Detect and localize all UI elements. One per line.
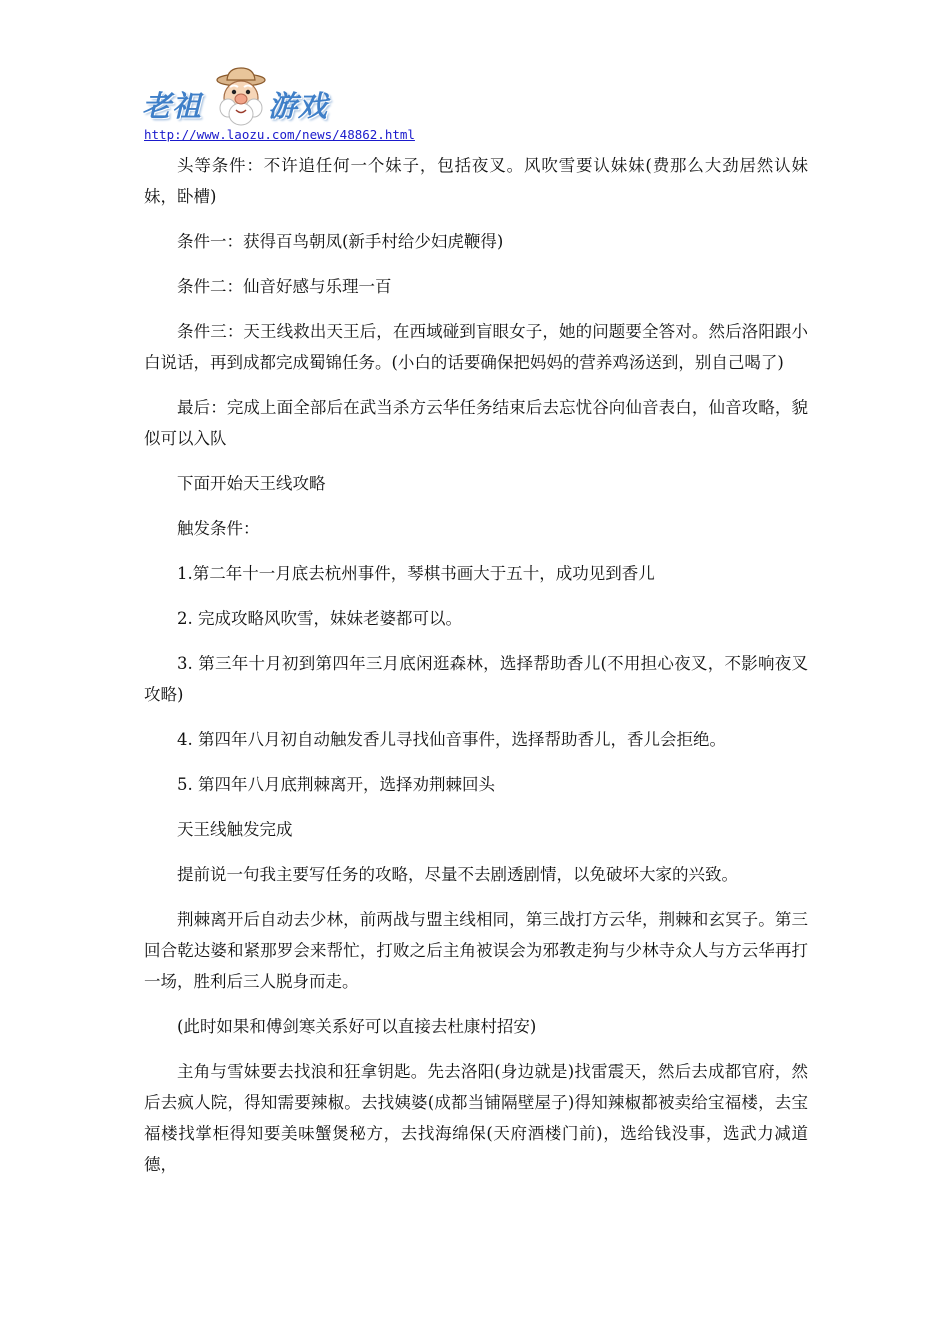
site-logo[interactable] (140, 66, 350, 128)
page-header (140, 66, 440, 148)
paragraph: 天王线触发完成 (177, 820, 293, 839)
paragraph: 头等条件：不许追任何一个妹子，包括夜叉。风吹雪要认妹妹(费那么大劲居然认妹妹，卧槽) (144, 156, 808, 206)
paragraph: 1.第二年十一月底去杭州事件，琴棋书画大于五十，成功见到香儿 (177, 564, 655, 583)
paragraph: 3. 第三年十月初到第四年三月底闲逛森林，选择帮助香儿(不用担心夜叉，不影响夜叉攻略) (144, 654, 808, 704)
paragraph: 荆棘离开后自动去少林，前两战与盟主线相同，第三战打方云华，荆棘和玄冥子。第三回合乾达婆和紧那罗会来帮忙，打败之后主角被误会为邪教走狗与少林寺众人与方云华再打一场，胜利后三人脱身而走。 (144, 910, 808, 991)
paragraph: 5. 第四年八月底荆棘离开，选择劝荆棘回头 (177, 775, 495, 794)
source-url-link[interactable]: http://www.laozu.com/news/48862.html (144, 127, 415, 142)
paragraph: 下面开始天王线攻略 (177, 474, 326, 493)
logo-text-right: 游戏 (268, 89, 329, 123)
paragraph: 触发条件： (177, 519, 260, 538)
paragraph: 4. 第四年八月初自动触发香儿寻找仙音事件，选择帮助香儿，香儿会拒绝。 (177, 730, 726, 749)
paragraph: (此时如果和傅剑寒关系好可以直接去杜康村招安) (177, 1017, 537, 1036)
logo-text-left: 老祖 (142, 89, 203, 123)
paragraph: 条件二：仙音好感与乐理一百 (177, 277, 392, 296)
paragraph: 2. 完成攻略风吹雪，妹妹老婆都可以。 (177, 609, 462, 628)
paragraph: 提前说一句我主要写任务的攻略，尽量不去剧透剧情，以免破坏大家的兴致。 (177, 865, 738, 884)
old-man-mascot-icon (210, 66, 272, 128)
paragraph: 主角与雪妹要去找浪和狂拿钥匙。先去洛阳(身边就是)找雷震天，然后去成都官府，然后去疯人院，得知需要辣椒。去找姨婆(成都当铺隔壁屋子)得知辣椒都被卖给宝福楼，去宝福楼找掌柜得知要美味蟹煲秘方，去找海绵保(天府酒楼门前)，选给钱没事，选武力减道德， (144, 1062, 808, 1174)
article-body (144, 150, 808, 1194)
paragraph: 条件一：获得百鸟朝凤(新手村给少妇虎鞭得) (177, 232, 504, 251)
paragraph: 最后：完成上面全部后在武当杀方云华任务结束后去忘忧谷向仙音表白，仙音攻略，貌似可以入队 (144, 398, 808, 448)
paragraph: 条件三：天王线救出天王后，在西域碰到盲眼女子，她的问题要全答对。然后洛阳跟小白说话，再到成都完成蜀锦任务。(小白的话要确保把妈妈的营养鸡汤送到，别自己喝了) (144, 322, 808, 372)
